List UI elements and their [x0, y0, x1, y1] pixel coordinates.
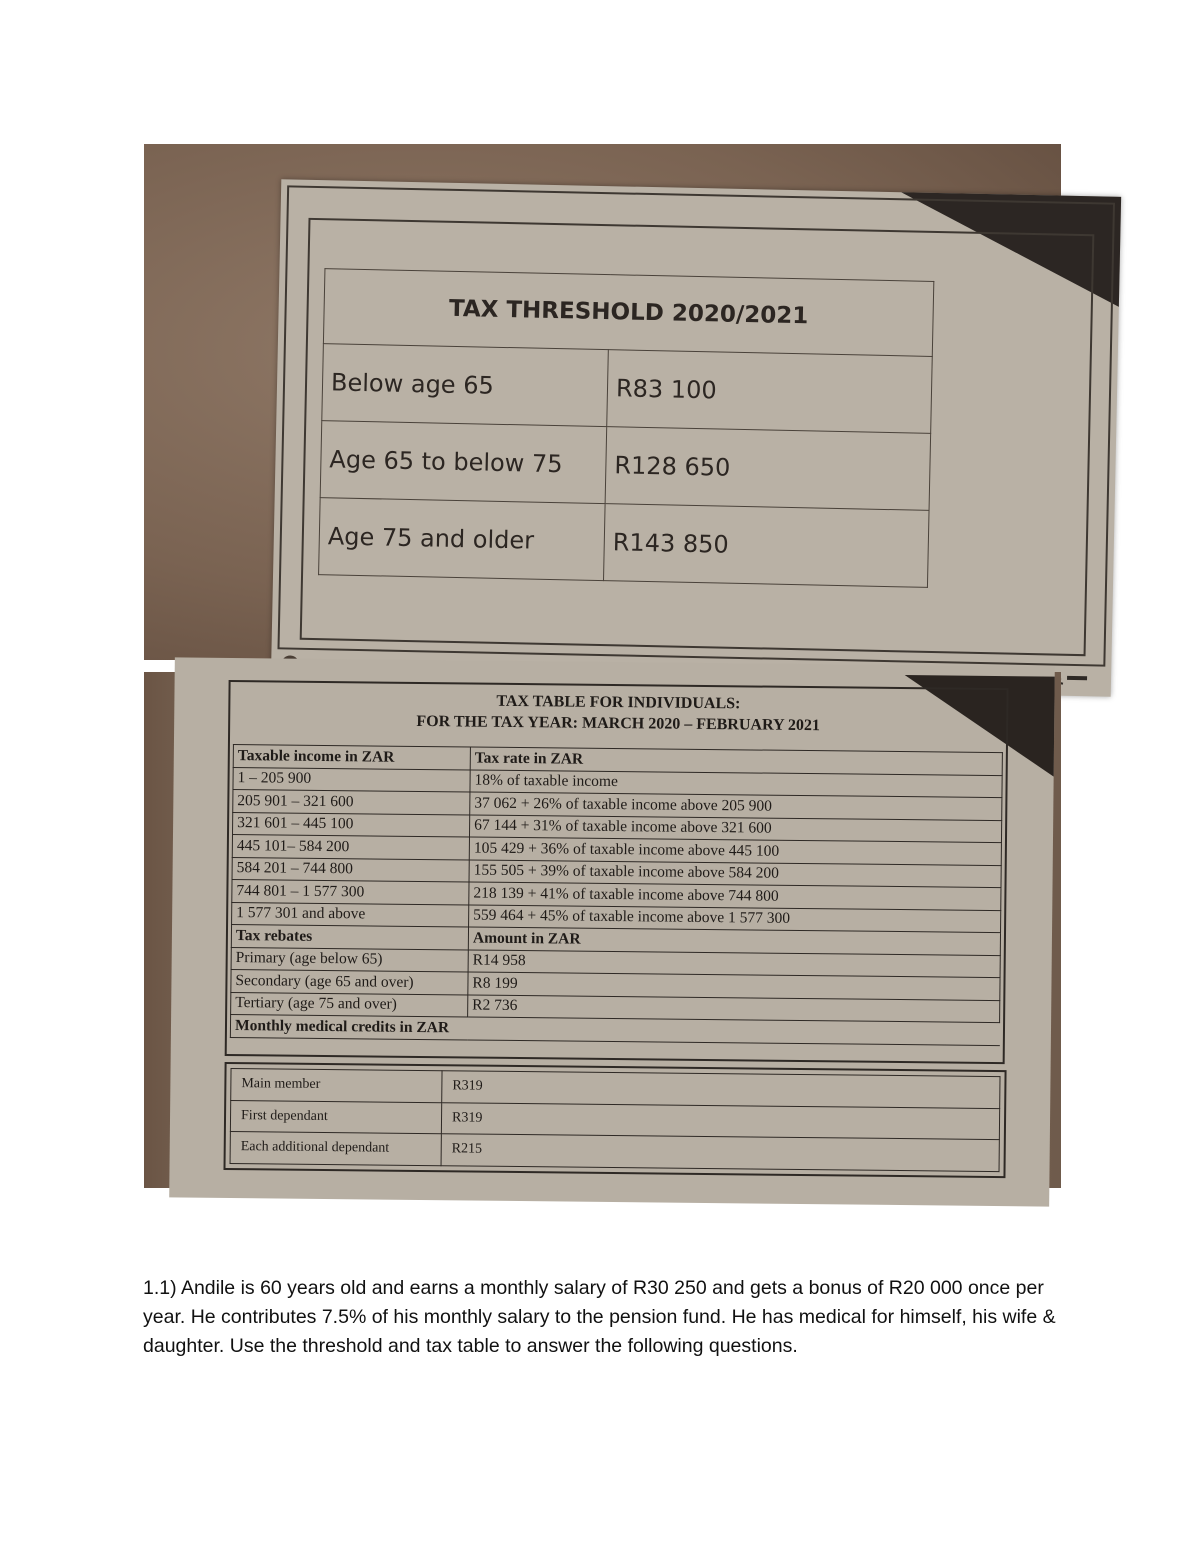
tax-rate: 218 139 + 41% of taxable income above 744 800	[469, 882, 1001, 910]
medical-label: Main member	[231, 1069, 442, 1103]
income-bracket: 321 601 – 445 100	[232, 812, 469, 837]
threshold-photo	[144, 144, 1061, 660]
tax-table-title	[230, 688, 1006, 738]
rebates-header: Tax rebates	[231, 925, 468, 950]
question-text: 1.1) Andile is 60 years old and earns a monthly salary of R30 250 and gets a bonus of R20 000 once per year. He contributes 7.5% of his monthly salary to the pension fund. He has medical for himself, his wife & daughter. Use the threshold and tax table to answer the following questions.	[143, 1276, 1056, 1357]
medical-label: Each additional dependant	[230, 1132, 441, 1166]
tax-rate: 18% of taxable income	[470, 770, 1002, 798]
income-bracket: 205 901 – 321 600	[233, 790, 470, 815]
medical-amount: R215	[441, 1134, 999, 1171]
income-bracket: 1 – 205 900	[233, 767, 470, 792]
tax-table-title-line2: FOR THE TAX YEAR: MARCH 2020 – FEBRUARY 2021	[416, 712, 821, 735]
rebates-amount-header: Amount in ZAR	[468, 927, 1000, 955]
rebate-label: Primary (age below 65)	[231, 947, 468, 972]
medical-amount: R319	[441, 1102, 999, 1139]
medical-credits-table	[230, 1068, 1001, 1172]
income-bracket: 445 101– 584 200	[232, 835, 469, 860]
threshold-row	[319, 498, 929, 588]
medical-label: First dependant	[230, 1100, 441, 1134]
medical-amount: R319	[442, 1071, 1000, 1108]
threshold-value: R143 850	[603, 504, 929, 588]
income-bracket: 584 201 – 744 800	[232, 857, 469, 882]
threshold-title: TAX THRESHOLD 2020/2021	[323, 269, 933, 357]
medical-header: Monthly medical credits in ZAR	[230, 1015, 999, 1046]
income-bracket: 1 577 301 and above	[232, 902, 469, 927]
threshold-row	[320, 421, 930, 511]
threshold-label: Age 75 and older	[319, 498, 606, 581]
threshold-value: R83 100	[607, 350, 933, 434]
column-header: Tax rate in ZAR	[470, 747, 1002, 775]
rebate-amount: R8 199	[468, 972, 1000, 1000]
tax-table-title-line1: TAX TABLE FOR INDIVIDUALS:	[496, 692, 741, 713]
threshold-row	[322, 344, 932, 434]
threshold-table	[318, 268, 934, 588]
rebate-label: Tertiary (age 75 and over)	[231, 992, 468, 1017]
rebate-amount: R2 736	[468, 994, 1000, 1022]
rebate-label: Secondary (age 65 and over)	[231, 970, 468, 995]
tax-rate: 155 505 + 39% of taxable income above 584 200	[469, 860, 1001, 888]
threshold-value: R128 650	[605, 427, 931, 511]
tax-table-box	[225, 680, 1009, 1064]
tax-rate: 37 062 + 26% of taxable income above 205 900	[470, 792, 1002, 820]
tax-table	[230, 744, 1003, 1046]
table-row	[230, 1132, 999, 1172]
tax-table-sheet	[169, 657, 1055, 1206]
threshold-label: Age 65 to below 75	[320, 421, 607, 504]
tax-rate: 67 144 + 31% of taxable income above 321 600	[469, 815, 1001, 843]
tax-rate: 105 429 + 36% of taxable income above 445 100	[469, 837, 1001, 865]
tax-table-photo	[144, 672, 1061, 1188]
rebate-amount: R14 958	[468, 949, 1000, 977]
column-header: Taxable income in ZAR	[233, 745, 470, 770]
income-bracket: 744 801 – 1 577 300	[232, 880, 469, 905]
threshold-sheet	[271, 179, 1121, 696]
medical-credits-box	[223, 1062, 1006, 1178]
threshold-label: Below age 65	[322, 344, 609, 427]
tax-rate: 559 464 + 45% of taxable income above 1 577 300	[469, 904, 1001, 932]
